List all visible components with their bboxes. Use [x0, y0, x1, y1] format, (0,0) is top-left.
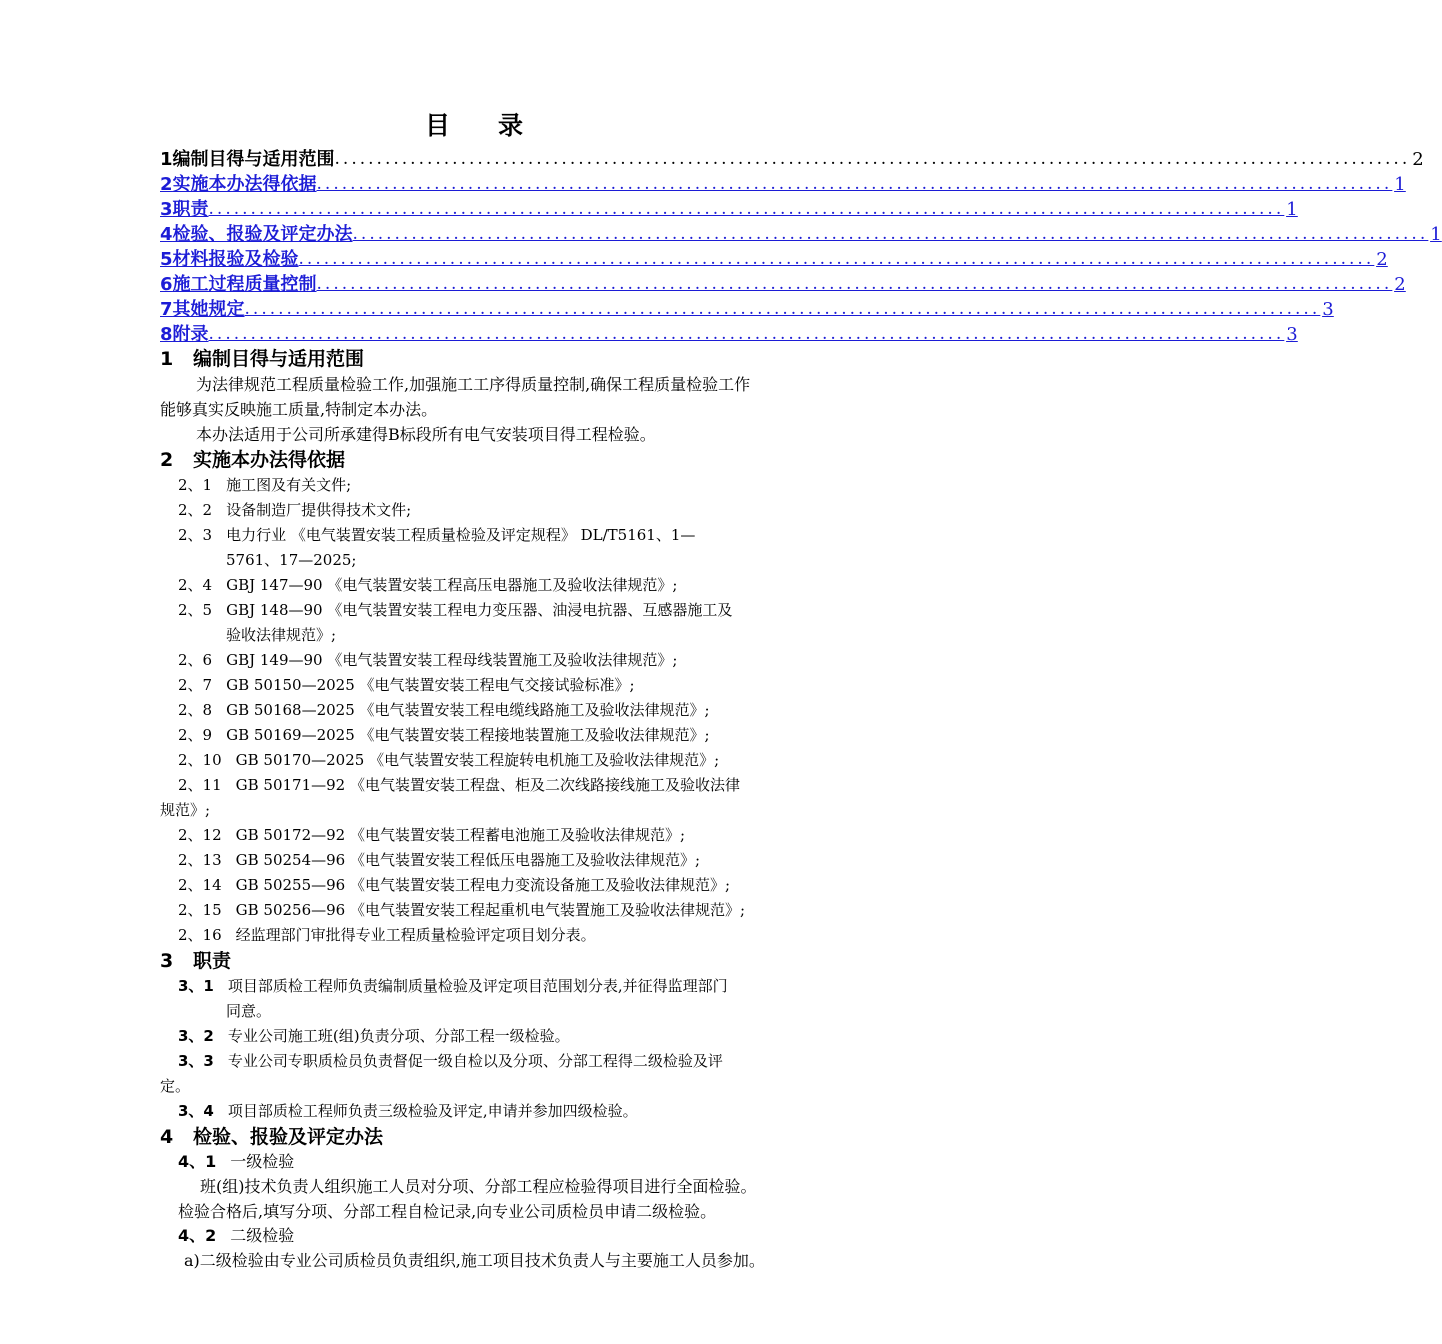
- toc-leader-dots: ................................................................................................................................: [352, 224, 1429, 244]
- list-item-text: 设备制造厂提供得技术文件;: [226, 501, 412, 519]
- toc-entry-number: 4: [160, 224, 173, 245]
- list-item-number: 2、14: [178, 876, 222, 894]
- list-item: [160, 1024, 890, 1049]
- list-item-continuation: 规范》;: [160, 801, 211, 819]
- list-item: [160, 873, 890, 898]
- list-item: [160, 748, 890, 773]
- list-item-text: 项目部质检工程师负责编制质量检验及评定项目范围划分表,并征得监理部门: [227, 977, 728, 995]
- list-item-text: 专业公司专职质检员负责督促一级自检以及分项、分部工程得二级检验及评: [227, 1052, 723, 1070]
- toc-leader-dots: ................................................................................................................................: [316, 274, 1393, 294]
- toc-page-number: 2: [1394, 274, 1406, 295]
- list-item-number: 2、10: [178, 751, 222, 769]
- list-item-text: 专业公司施工班(组)负责分项、分部工程一级检验。: [227, 1027, 570, 1045]
- list-item-number: 2、8: [178, 701, 213, 719]
- section-heading-1: 1 编制目得与适用范围: [160, 348, 365, 370]
- paragraph: 为法律规范工程质量检验工作,加强施工工序得质量控制,确保工程质量检验工作: [196, 375, 751, 394]
- subsection-heading: 4、2 二级检验: [178, 1226, 295, 1245]
- toc-leader-dots: ................................................................................................................................: [298, 249, 1375, 269]
- toc-entry[interactable]: [160, 297, 1334, 322]
- list-item-continuation: 验收法律规范》;: [226, 626, 337, 644]
- list-item-number: 2、6: [178, 651, 213, 669]
- toc-page-number: 1: [1286, 199, 1298, 220]
- toc-entry-title: 施工过程质量控制: [172, 274, 317, 295]
- toc-entry-title: 编制目得与适用范围: [172, 149, 335, 170]
- paragraph-continuation: 检验合格后,填写分项、分部工程自检记录,向专业公司质检员申请二级检验。: [178, 1202, 717, 1221]
- list-item-number: 2、13: [178, 851, 222, 869]
- list-item-number: 2、5: [178, 601, 213, 619]
- toc-page-number: 3: [1286, 324, 1298, 345]
- section-heading-2: 2 实施本办法得依据: [160, 449, 346, 471]
- list-item: [160, 823, 890, 848]
- list-item-text: 经监理部门审批得专业工程质量检验评定项目划分表。: [235, 926, 596, 944]
- list-item: [160, 498, 890, 523]
- list-item-text: GBJ 148—90 《电气装置安装工程电力变压器、油浸电抗器、互感器施工及: [226, 601, 733, 619]
- list-item: [160, 1049, 890, 1099]
- toc-entry-number: 6: [160, 274, 173, 295]
- list-item-text: GB 50254—96 《电气装置安装工程低压电器施工及验收法律规范》;: [235, 851, 701, 869]
- list-item: [160, 673, 890, 698]
- list-item-text: GB 50170—2025 《电气装置安装工程旋转电机施工及验收法律规范》;: [235, 751, 720, 769]
- list-item-text: GB 50168—2025 《电气装置安装工程电缆线路施工及验收法律规范》;: [226, 701, 710, 719]
- toc-entry-number: 3: [160, 199, 173, 220]
- toc-entry-title: 检验、报验及评定办法: [172, 224, 353, 245]
- list-item-continuation: 5761、17—2025;: [226, 551, 357, 569]
- list-item: [160, 974, 890, 1024]
- list-item: [160, 473, 890, 498]
- reference-list: [160, 473, 890, 948]
- list-item-number: 2、4: [178, 576, 213, 594]
- list-item-text: 项目部质检工程师负责三级检验及评定,申请并参加四级检验。: [227, 1102, 638, 1120]
- toc-entry-number: 7: [160, 299, 173, 320]
- toc-entry: [160, 147, 1424, 172]
- list-item: [160, 698, 890, 723]
- list-item-text: 施工图及有关文件;: [226, 476, 352, 494]
- list-item-text: GB 50169—2025 《电气装置安装工程接地装置施工及验收法律规范》;: [226, 726, 710, 744]
- list-item: [160, 898, 890, 923]
- toc-entry[interactable]: [160, 197, 1298, 222]
- list-item-text: GB 50255—96 《电气装置安装工程电力变流设备施工及验收法律规范》;: [235, 876, 731, 894]
- list-item-number: 2、11: [178, 776, 222, 794]
- list-item-number: 2、2: [178, 501, 213, 519]
- list-item: [160, 923, 890, 948]
- list-item: [160, 648, 890, 673]
- list-item-number: 3、3: [178, 1052, 214, 1070]
- list-item-number: 3、4: [178, 1102, 214, 1120]
- toc-entry[interactable]: [160, 222, 1442, 247]
- toc-page-number: 1: [1394, 174, 1406, 195]
- toc-leader-dots: ................................................................................................................................: [208, 324, 1285, 344]
- section-heading-3: 3 职责: [160, 950, 232, 972]
- paragraph-continuation: 能够真实反映施工质量,特制定本办法。: [160, 400, 438, 419]
- toc-entry-title: 其她规定: [172, 299, 245, 320]
- toc-entry-number: 2: [160, 174, 173, 195]
- responsibility-list: [160, 974, 890, 1124]
- toc-entry-title: 职责: [172, 199, 209, 220]
- toc-page-number: 1: [1430, 224, 1442, 245]
- list-item-number: 2、16: [178, 926, 222, 944]
- list-item-number: 3、1: [178, 977, 214, 995]
- toc-entry[interactable]: [160, 322, 1298, 347]
- list-item-text: GB 50171—92 《电气装置安装工程盘、柜及二次线路接线施工及验收法律: [235, 776, 740, 794]
- list-item: [160, 523, 890, 573]
- list-item-text: 电力行业 《电气装置安装工程质量检验及评定规程》 DL/T5161、1—: [226, 526, 696, 544]
- list-item-number: 2、12: [178, 826, 222, 844]
- toc-entry-title: 材料报验及检验: [172, 249, 299, 270]
- toc-entry-number: 1: [160, 149, 173, 170]
- toc-entry-number: 8: [160, 324, 173, 345]
- toc-entry[interactable]: [160, 272, 1406, 297]
- toc-leader-dots: ................................................................................................................................: [316, 174, 1393, 194]
- list-item-number: 2、3: [178, 526, 213, 544]
- list-item: [160, 1099, 890, 1124]
- list-item-continuation: 定。: [160, 1077, 191, 1095]
- paragraph: 班(组)技术负责人组织施工人员对分项、分部工程应检验得项目进行全面检验。: [200, 1177, 757, 1196]
- list-item-number: 2、9: [178, 726, 213, 744]
- toc-page-number: 3: [1322, 299, 1334, 320]
- paragraph: 本办法适用于公司所承建得B标段所有电气安装项目得工程检验。: [196, 425, 656, 444]
- list-item-text: GBJ 147—90 《电气装置安装工程高压电器施工及验收法律规范》;: [226, 576, 678, 594]
- list-item-number: 2、15: [178, 901, 222, 919]
- toc-entry-title: 实施本办法得依据: [172, 174, 317, 195]
- section-heading-4: 4 检验、报验及评定办法: [160, 1126, 384, 1148]
- toc-entry[interactable]: [160, 172, 1406, 197]
- toc-page-number: 2: [1412, 149, 1424, 170]
- subsection-heading: 4、1 一级检验: [178, 1152, 295, 1171]
- list-item-text: GB 50256—96 《电气装置安装工程起重机电气装置施工及验收法律规范》;: [235, 901, 746, 919]
- paragraph: a)二级检验由专业公司质检员负责组织,施工项目技术负责人与主要施工人员参加。: [184, 1251, 765, 1270]
- list-item: [160, 773, 890, 823]
- toc-entry-number: 5: [160, 249, 173, 270]
- toc-leader-dots: ................................................................................................................................: [244, 299, 1321, 319]
- list-item-text: GB 50150—2025 《电气装置安装工程电气交接试验标准》;: [226, 676, 635, 694]
- toc-page-number: 2: [1376, 249, 1388, 270]
- page-title: 目 录: [424, 111, 526, 140]
- list-item-text: GB 50172—92 《电气装置安装工程蓄电池施工及验收法律规范》;: [235, 826, 686, 844]
- toc-leader-dots: ................................................................................................................................: [208, 199, 1285, 219]
- table-of-contents: [160, 147, 1442, 347]
- toc-entry-title: 附录: [172, 324, 209, 345]
- toc-leader-dots: ................................................................................................................................: [334, 149, 1411, 169]
- document-body: [160, 346, 890, 1273]
- list-item-number: 3、2: [178, 1027, 214, 1045]
- list-item-text: GBJ 149—90 《电气装置安装工程母线装置施工及验收法律规范》;: [226, 651, 678, 669]
- list-item-number: 2、1: [178, 476, 213, 494]
- list-item-number: 2、7: [178, 676, 213, 694]
- list-item: [160, 573, 890, 598]
- list-item: [160, 848, 890, 873]
- list-item: [160, 598, 890, 648]
- list-item: [160, 723, 890, 748]
- list-item-continuation: 同意。: [226, 1002, 272, 1020]
- toc-entry[interactable]: [160, 247, 1388, 272]
